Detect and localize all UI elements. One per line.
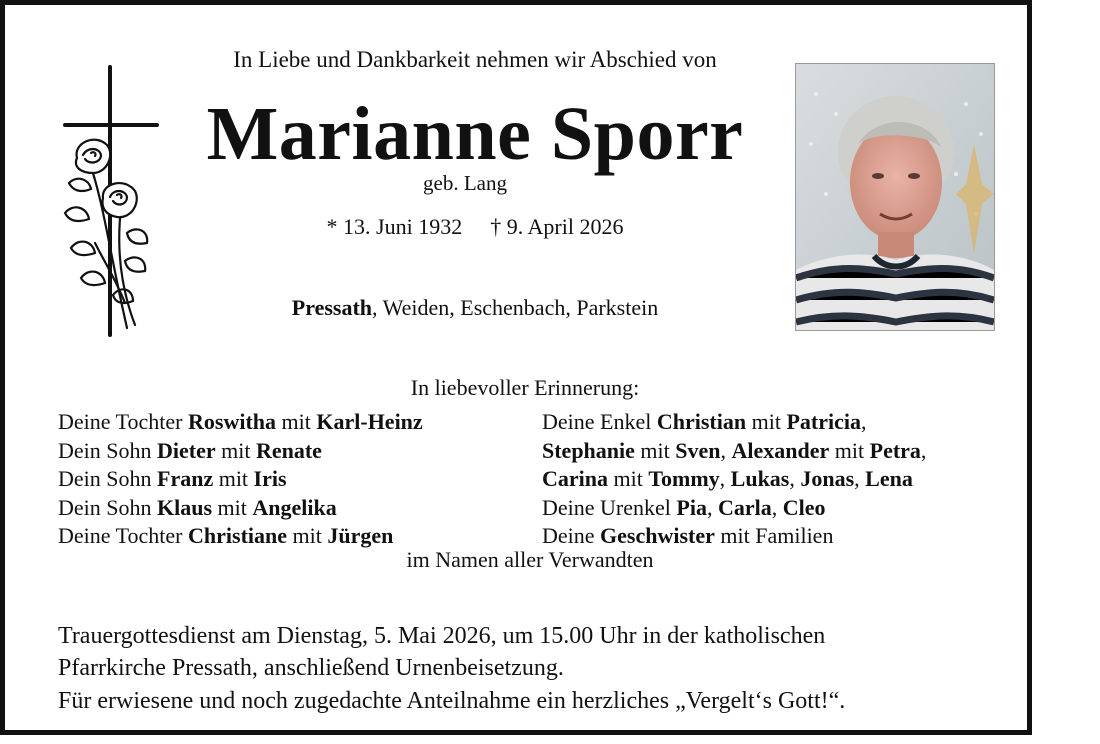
family-row bbox=[542, 494, 926, 523]
portrait-photo bbox=[795, 63, 995, 331]
relation-text: Deine Tochter bbox=[58, 523, 189, 548]
family-member-name: Tommy bbox=[648, 466, 720, 491]
family-row bbox=[58, 437, 423, 466]
family-member-name: Christiane bbox=[188, 523, 288, 548]
family-row bbox=[58, 465, 423, 494]
service-line-1: Trauergottesdienst am Dienstag, 5. Mai 2026, um 15.00 Uhr in der katholischen bbox=[58, 623, 826, 649]
family-member-name: Geschwister bbox=[600, 523, 715, 548]
family-member-name: Angelika bbox=[252, 494, 337, 520]
family-member-name: Franz bbox=[157, 466, 214, 491]
connector-text: mit bbox=[829, 437, 870, 463]
memory-heading: In liebevoller Erinnerung: bbox=[410, 375, 640, 400]
family-member-name: Christian bbox=[656, 409, 747, 434]
death-date: † 9. April 2026 bbox=[490, 214, 624, 239]
connector-text: , bbox=[706, 494, 718, 520]
connector-text: , bbox=[789, 466, 801, 491]
relation-text: Deine Enkel bbox=[542, 409, 657, 434]
connector-text: mit bbox=[212, 494, 253, 520]
connector-text: mit bbox=[213, 466, 254, 491]
relation-text: Dein Sohn bbox=[58, 494, 157, 520]
thanks-text: Für erwiesene und noch zugedachte Anteilnahme ein herzliches „Vergelt‘s Gott!“. bbox=[58, 688, 846, 714]
connector-text: , bbox=[719, 466, 731, 491]
relation-text: Dein Sohn bbox=[58, 437, 157, 463]
connector-text: mit bbox=[634, 437, 676, 463]
family-member-name: Carina bbox=[542, 466, 608, 491]
connector-text: mit bbox=[276, 409, 317, 434]
family-member-name: Roswitha bbox=[188, 409, 277, 434]
intro-text: In Liebe und Dankbarkeit nehmen wir Abschied von bbox=[233, 47, 717, 72]
places-rest: , Weiden, Eschenbach, Parkstein bbox=[372, 295, 659, 320]
connector-text: , bbox=[720, 437, 732, 463]
service-notice bbox=[58, 620, 825, 684]
deceased-name: Marianne Sporr bbox=[206, 92, 744, 176]
family-member-name: Jonas bbox=[800, 466, 855, 491]
relation-text: Deine Urenkel bbox=[542, 494, 677, 520]
family-member-name: Carla bbox=[717, 494, 772, 520]
connector-text: , bbox=[860, 409, 867, 434]
service-line-2: Pfarrkirche Pressath, anschließend Urnenbeisetzung. bbox=[58, 655, 564, 681]
family-member-name: Alexander bbox=[731, 437, 830, 463]
family-member-name: Klaus bbox=[157, 494, 213, 520]
family-member-name: Patricia bbox=[786, 409, 861, 434]
family-row bbox=[542, 408, 926, 437]
connector-text: mit bbox=[746, 409, 787, 434]
family-member-name: Jürgen bbox=[327, 523, 394, 548]
connector-text: , bbox=[920, 437, 927, 463]
connector-text: mit bbox=[608, 466, 649, 491]
family-member-name: Iris bbox=[253, 466, 287, 491]
on-behalf-text: im Namen aller Verwandten bbox=[406, 547, 654, 572]
connector-text: mit Familien bbox=[714, 523, 834, 548]
family-member-name: Pia bbox=[676, 494, 707, 520]
family-left-column bbox=[58, 408, 423, 551]
family-row bbox=[58, 408, 423, 437]
family-member-name: Stephanie bbox=[542, 437, 635, 463]
life-dates bbox=[235, 214, 715, 240]
family-member-name: Cleo bbox=[782, 494, 826, 520]
family-row bbox=[58, 494, 423, 523]
family-member-name: Lena bbox=[865, 466, 913, 491]
connector-text: , bbox=[854, 466, 866, 491]
cross-with-roses-icon bbox=[55, 63, 165, 338]
relation-text: Dein Sohn bbox=[58, 466, 157, 491]
family-member-name: Lukas bbox=[730, 466, 790, 491]
family-row bbox=[542, 437, 926, 466]
connector-text: mit bbox=[287, 523, 328, 548]
birth-date: * 13. Juni 1932 bbox=[326, 214, 463, 239]
family-row bbox=[542, 465, 926, 494]
family-member-name: Dieter bbox=[157, 437, 216, 463]
place-primary: Pressath bbox=[291, 295, 373, 320]
connector-text: , bbox=[771, 494, 783, 520]
family-right-column bbox=[542, 408, 926, 551]
maiden-name: geb. Lang bbox=[423, 171, 507, 195]
connector-text: mit bbox=[215, 437, 256, 463]
relation-text: Deine Tochter bbox=[58, 409, 189, 434]
family-member-name: Renate bbox=[255, 437, 322, 463]
relation-text: Deine bbox=[542, 523, 601, 548]
family-member-name: Karl-Heinz bbox=[316, 409, 423, 434]
family-member-name: Sven bbox=[675, 437, 721, 463]
places-line bbox=[195, 295, 755, 321]
family-member-name: Petra bbox=[869, 437, 921, 463]
